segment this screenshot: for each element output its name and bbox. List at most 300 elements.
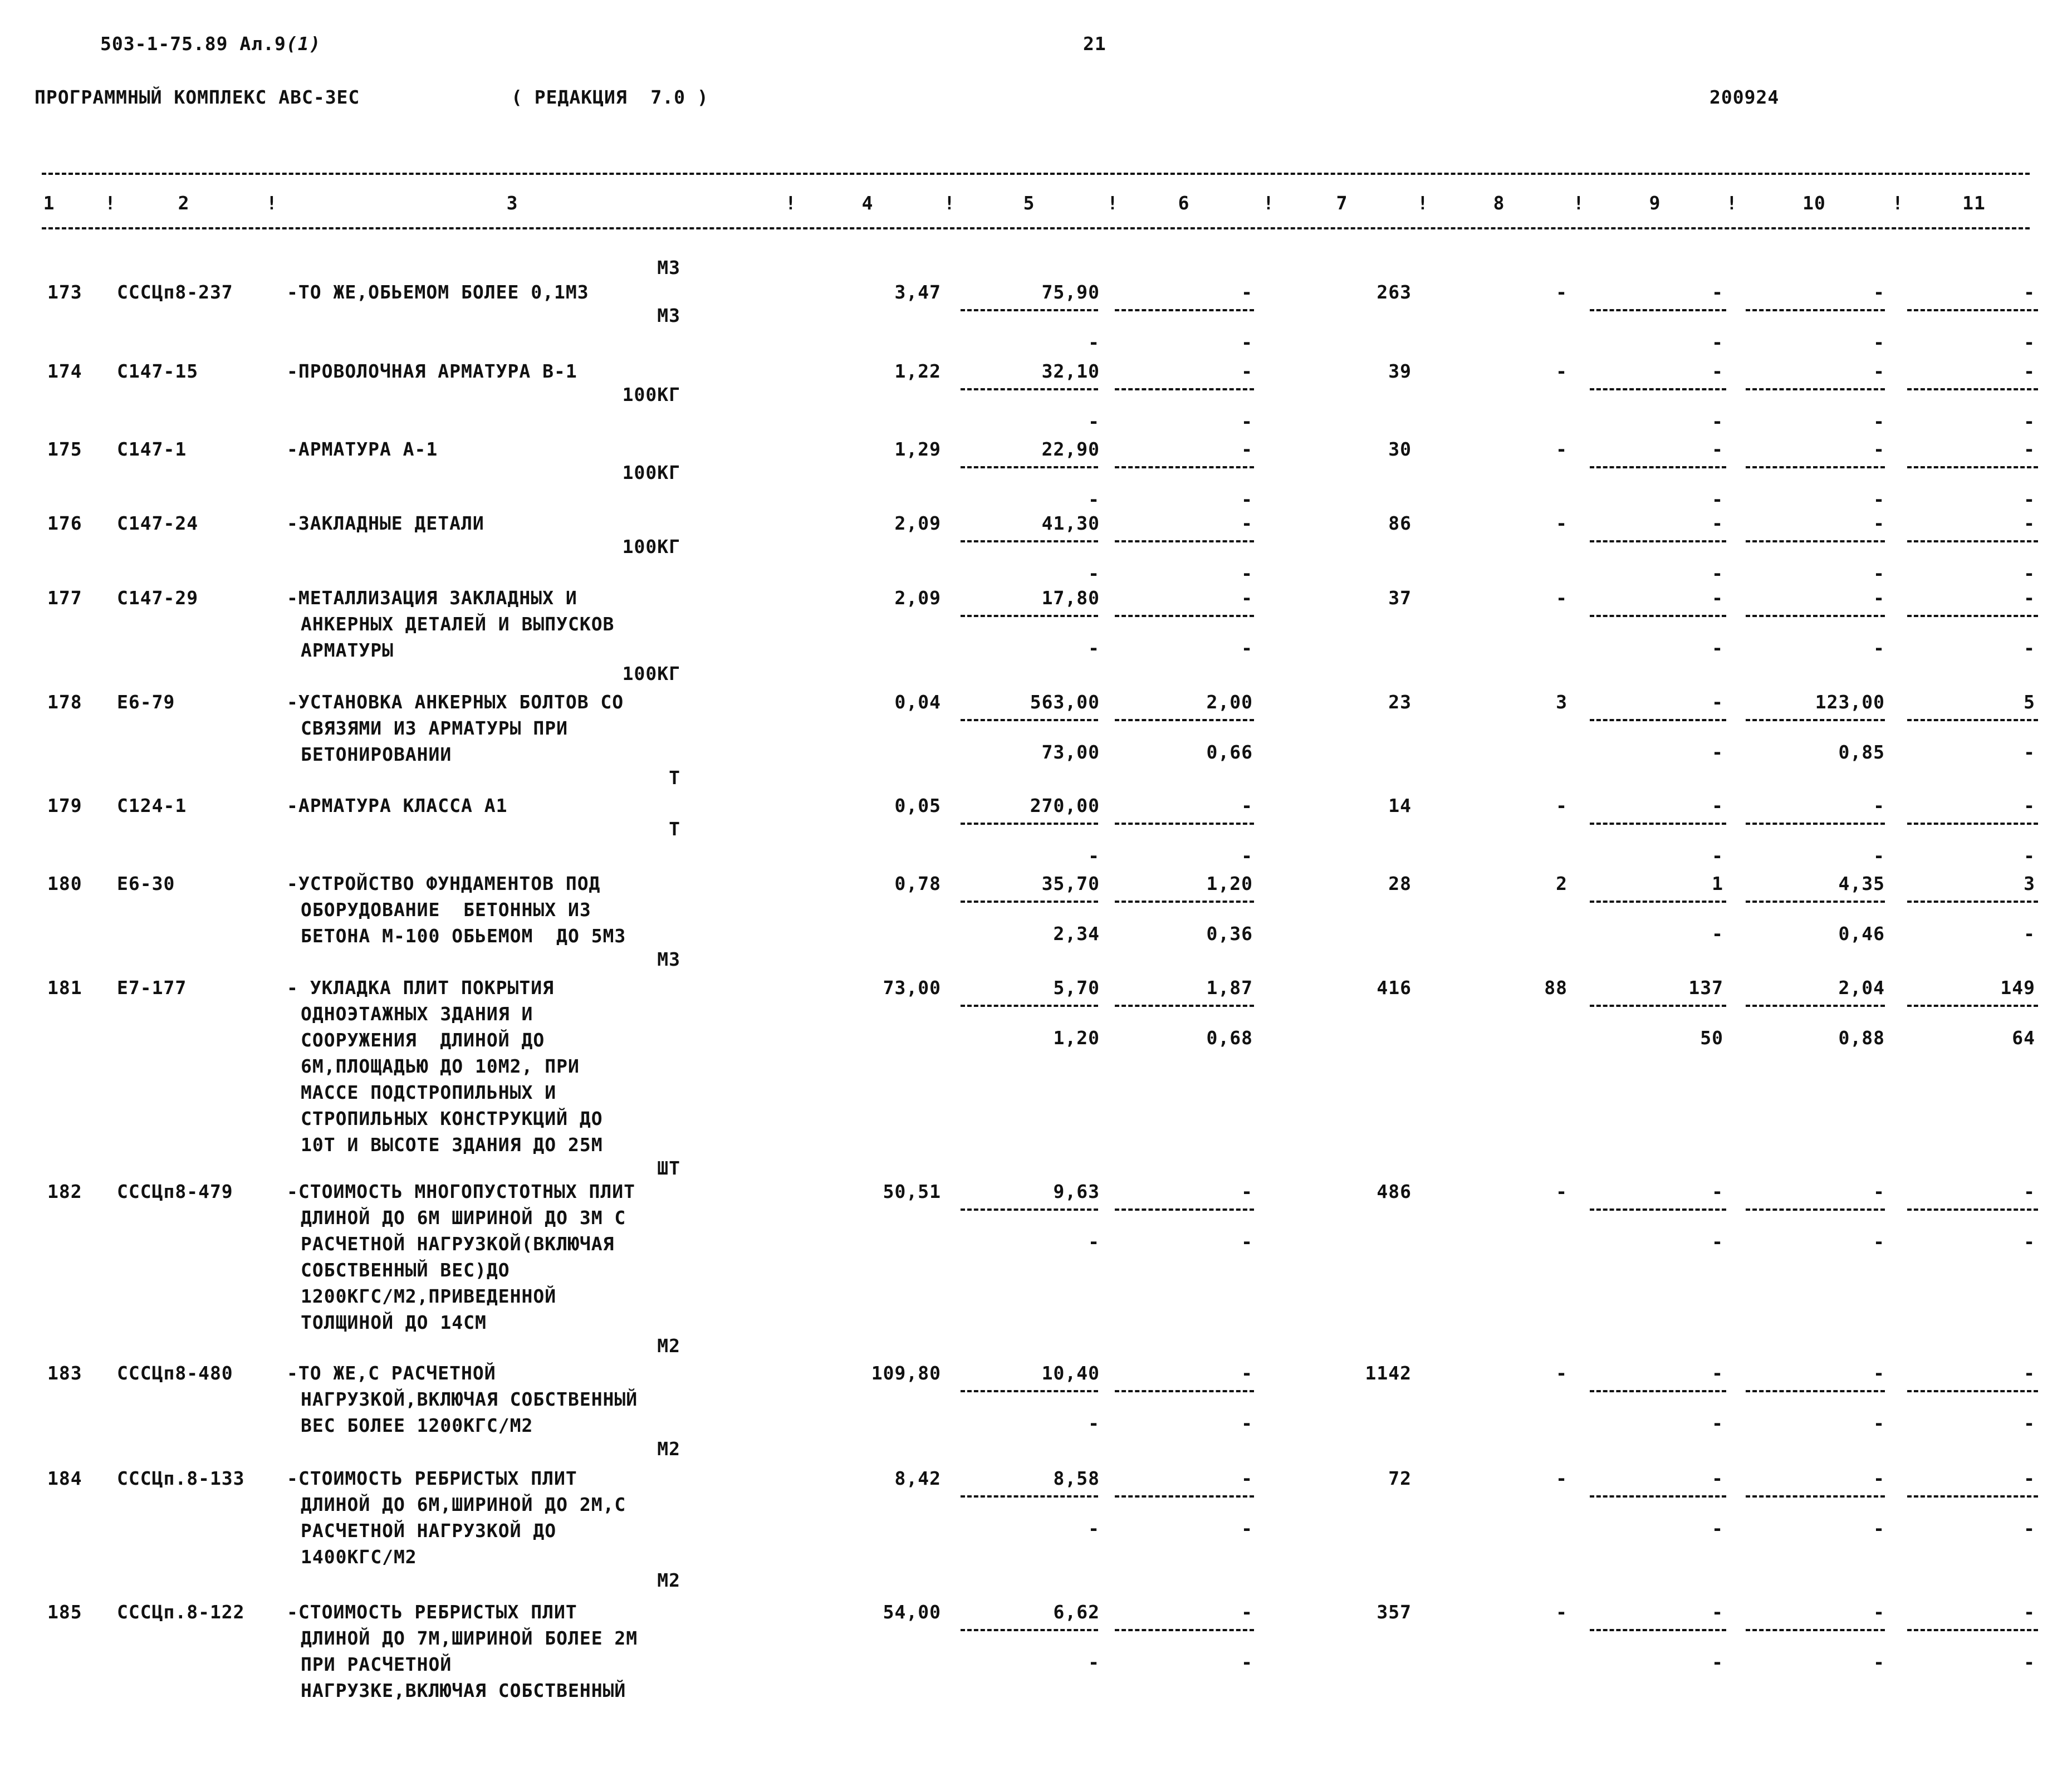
row-number: 181 — [47, 977, 82, 999]
row-col5-top: 41,30 — [1041, 512, 1100, 534]
row-description-line: -СТОИМОСТЬ МНОГОПУСТОТНЫХ ПЛИТ — [287, 1181, 636, 1202]
row-code: Е6-30 — [117, 873, 175, 894]
row-col8: - — [1556, 587, 1568, 609]
row-divider-line — [1907, 1629, 2038, 1631]
row-code: СССЦп8-480 — [117, 1362, 233, 1384]
row-col9-top: 1 — [1712, 873, 1723, 894]
row-divider-line — [1115, 615, 1254, 617]
row-col10-bottom: - — [1873, 410, 1885, 432]
row-col6-bottom: - — [1241, 1518, 1253, 1539]
row-col10-bottom: 0,88 — [1838, 1027, 1885, 1049]
row-divider-line — [1907, 309, 2038, 311]
row-divider-line — [1115, 1209, 1254, 1211]
row-number: 177 — [47, 587, 82, 609]
row-col5-top: 17,80 — [1041, 587, 1100, 609]
row-col9-top: - — [1712, 587, 1723, 609]
row-col10-top: - — [1873, 1467, 1885, 1489]
row-code: СССЦп.8-122 — [117, 1601, 245, 1623]
row-col5-top: 32,10 — [1041, 360, 1100, 382]
column-header-6: 6 — [1178, 192, 1190, 214]
row-col11-top: - — [2024, 281, 2035, 303]
row-col6-top: - — [1241, 438, 1253, 460]
column-separator: ! — [1726, 192, 1737, 214]
row-col10-bottom: - — [1873, 1412, 1885, 1434]
row-col5-bottom: - — [1088, 1231, 1100, 1253]
row-col6-top: 1,20 — [1206, 873, 1253, 894]
row-col6-top: - — [1241, 1181, 1253, 1202]
row-divider-line — [1590, 1209, 1726, 1211]
row-divider-line — [1746, 388, 1885, 390]
row-divider-line — [961, 615, 1098, 617]
row-col11-top: 5 — [2024, 691, 2035, 713]
row-divider-line — [1746, 615, 1885, 617]
row-description-line: 6М,ПЛОЩАДЬЮ ДО 10М2, ПРИ — [301, 1055, 580, 1077]
row-col11-bottom: 64 — [2012, 1027, 2035, 1049]
row-code: Е6-79 — [117, 691, 175, 713]
row-col9-bottom: - — [1712, 1412, 1723, 1434]
row-description-line: НАГРУЗКОЙ,ВКЛЮЧАЯ СОБСТВЕННЫЙ — [301, 1388, 638, 1410]
row-col6-top: - — [1241, 1601, 1253, 1623]
row-divider-line — [1746, 540, 1885, 542]
row-col6-top: 2,00 — [1206, 691, 1253, 713]
row-col8: - — [1556, 281, 1568, 303]
row-col6-bottom: - — [1241, 562, 1253, 584]
row-description-line: 10Т И ВЫСОТЕ ЗДАНИЯ ДО 25М — [301, 1134, 603, 1156]
row-col7: 486 — [1377, 1181, 1412, 1202]
row-col6-top: - — [1241, 587, 1253, 609]
column-header-3: 3 — [506, 192, 518, 214]
row-col9-top: - — [1712, 795, 1723, 816]
row-col11-bottom: - — [2024, 1231, 2035, 1253]
program-title: ПРОГРАММНЫЙ КОМПЛЕКС АВС-ЗЕС — [35, 86, 360, 108]
column-header-10: 10 — [1802, 192, 1826, 214]
row-quantity: 2,09 — [894, 512, 941, 534]
column-separator: ! — [266, 192, 277, 214]
row-col11-top: 149 — [2000, 977, 2035, 999]
row-col11-top: - — [2024, 438, 2035, 460]
row-col11-bottom: - — [2024, 410, 2035, 432]
header-top-rule — [42, 173, 2030, 175]
row-col8: - — [1556, 795, 1568, 816]
row-col8: - — [1556, 1362, 1568, 1384]
row-quantity: 50,51 — [883, 1181, 941, 1202]
row-col6-bottom: - — [1241, 637, 1253, 659]
row-divider-line — [1746, 466, 1885, 468]
row-divider-line — [961, 823, 1098, 825]
row-unit: Т — [669, 818, 680, 840]
column-separator: ! — [105, 192, 116, 214]
row-col10-top: - — [1873, 1362, 1885, 1384]
row-col5-top: 35,70 — [1041, 873, 1100, 894]
row-col7: 28 — [1388, 873, 1412, 894]
row-divider-line — [1746, 1629, 1885, 1631]
row-divider-line — [961, 309, 1098, 311]
row-col7: 39 — [1388, 360, 1412, 382]
row-unit: М3 — [657, 257, 680, 278]
row-quantity: 73,00 — [883, 977, 941, 999]
row-divider-line — [961, 540, 1098, 542]
row-col8: 88 — [1544, 977, 1568, 999]
row-col10-bottom: - — [1873, 331, 1885, 353]
column-header-2: 2 — [178, 192, 190, 214]
row-col9-top: - — [1712, 438, 1723, 460]
row-col5-bottom: - — [1088, 331, 1100, 353]
row-divider-line — [1746, 309, 1885, 311]
row-col9-top: - — [1712, 360, 1723, 382]
row-col9-bottom: - — [1712, 1231, 1723, 1253]
row-divider-line — [1746, 1390, 1885, 1392]
row-col11-top: - — [2024, 512, 2035, 534]
row-col9-top: - — [1712, 1181, 1723, 1202]
row-quantity: 1,29 — [894, 438, 941, 460]
row-divider-line — [1746, 901, 1885, 903]
row-unit: 100КГ — [622, 536, 680, 557]
row-unit: 100КГ — [622, 384, 680, 405]
row-description-line: ТОЛЩИНОЙ ДО 14СМ — [301, 1312, 487, 1333]
column-header-8: 8 — [1493, 192, 1505, 214]
row-col8: - — [1556, 1601, 1568, 1623]
row-divider-line — [1115, 540, 1254, 542]
row-col5-bottom: - — [1088, 488, 1100, 510]
header-bottom-rule — [42, 227, 2030, 229]
column-separator: ! — [1107, 192, 1118, 214]
row-description-line: -СТОИМОСТЬ РЕБРИСТЫХ ПЛИТ — [287, 1467, 577, 1489]
date-code: 200924 — [1709, 86, 1780, 108]
row-divider-line — [1590, 388, 1726, 390]
row-description-line: -МЕТАЛЛИЗАЦИЯ ЗАКЛАДНЫХ И — [287, 587, 577, 609]
row-description-line: ОДНОЭТАЖНЫХ ЗДАНИЯ И — [301, 1003, 533, 1025]
row-col10-bottom: - — [1873, 1651, 1885, 1673]
row-quantity: 54,00 — [883, 1601, 941, 1623]
row-col11-bottom: - — [2024, 637, 2035, 659]
row-col9-bottom: - — [1712, 637, 1723, 659]
row-description-line: СООРУЖЕНИЯ ДЛИНОЙ ДО — [301, 1029, 545, 1051]
row-col11-top: - — [2024, 1467, 2035, 1489]
row-divider-line — [1115, 901, 1254, 903]
row-col9-top: - — [1712, 281, 1723, 303]
row-col7: 86 — [1388, 512, 1412, 534]
row-description-line: ДЛИНОЙ ДО 6М,ШИРИНОЙ ДО 2М,С — [301, 1494, 626, 1515]
row-col10-top: - — [1873, 281, 1885, 303]
column-separator: ! — [785, 192, 796, 214]
row-description-line: РАСЧЕТНОЙ НАГРУЗКОЙ ДО — [301, 1520, 557, 1542]
row-col6-bottom: 0,68 — [1206, 1027, 1253, 1049]
row-description-line: ПРИ РАСЧЕТНОЙ — [301, 1653, 452, 1675]
row-divider-line — [961, 1495, 1098, 1498]
row-divider-line — [1590, 901, 1726, 903]
row-col7: 357 — [1377, 1601, 1412, 1623]
row-col11-bottom: - — [2024, 488, 2035, 510]
row-divider-line — [1590, 540, 1726, 542]
row-divider-line — [1907, 1005, 2038, 1007]
row-code: С147-29 — [117, 587, 199, 609]
row-col11-top: 3 — [2024, 873, 2035, 894]
row-col5-top: 10,40 — [1041, 1362, 1100, 1384]
row-col11-bottom: - — [2024, 923, 2035, 945]
row-col5-bottom: - — [1088, 562, 1100, 584]
row-col6-bottom: - — [1241, 1651, 1253, 1673]
row-col5-bottom: - — [1088, 845, 1100, 867]
row-col5-top: 75,90 — [1041, 281, 1100, 303]
row-col9-bottom: - — [1712, 488, 1723, 510]
row-col10-top: - — [1873, 1601, 1885, 1623]
row-col11-bottom: - — [2024, 562, 2035, 584]
row-col9-bottom: - — [1712, 562, 1723, 584]
row-divider-line — [961, 466, 1098, 468]
row-col6-bottom: - — [1241, 331, 1253, 353]
row-description-line: -ТО ЖЕ,ОБЬЕМОМ БОЛЕЕ 0,1М3 — [287, 281, 589, 303]
row-unit: М3 — [657, 305, 680, 326]
row-col7: 416 — [1377, 977, 1412, 999]
row-number: 175 — [47, 438, 82, 460]
row-divider-line — [1115, 719, 1254, 721]
row-col5-top: 8,58 — [1053, 1467, 1100, 1489]
row-unit: М2 — [657, 1569, 680, 1591]
row-description-line: -АРМАТУРА А-1 — [287, 438, 438, 460]
row-col9-bottom: - — [1712, 1518, 1723, 1539]
row-col10-bottom: - — [1873, 488, 1885, 510]
row-code: С147-15 — [117, 360, 199, 382]
row-code: СССЦп8-479 — [117, 1181, 233, 1202]
row-col11-top: - — [2024, 795, 2035, 816]
row-col5-top: 5,70 — [1053, 977, 1100, 999]
row-col9-top: - — [1712, 1601, 1723, 1623]
row-col6-top: - — [1241, 1362, 1253, 1384]
row-unit: М2 — [657, 1335, 680, 1357]
row-col10-top: - — [1873, 587, 1885, 609]
row-col8: - — [1556, 438, 1568, 460]
row-col6-bottom: - — [1241, 1231, 1253, 1253]
row-number: 183 — [47, 1362, 82, 1384]
row-description-line: 1400КГС/М2 — [301, 1546, 417, 1568]
row-col5-top: 6,62 — [1053, 1601, 1100, 1623]
row-divider-line — [961, 1390, 1098, 1392]
row-col9-bottom: - — [1712, 1651, 1723, 1673]
row-col8: 2 — [1556, 873, 1568, 894]
row-divider-line — [1907, 466, 2038, 468]
row-divider-line — [1746, 1209, 1885, 1211]
row-description-line: -УСТРОЙСТВО ФУНДАМЕНТОВ ПОД — [287, 873, 601, 894]
column-header-1: 1 — [43, 192, 55, 214]
row-col6-bottom: - — [1241, 488, 1253, 510]
document-part: (1) — [286, 33, 321, 55]
row-col11-top: - — [2024, 1181, 2035, 1202]
row-col6-top: - — [1241, 512, 1253, 534]
row-number: 174 — [47, 360, 82, 382]
row-col10-top: - — [1873, 512, 1885, 534]
row-col11-bottom: - — [2024, 1651, 2035, 1673]
row-description-line: ДЛИНОЙ ДО 6М ШИРИНОЙ ДО 3М С — [301, 1207, 626, 1229]
row-divider-line — [1115, 309, 1254, 311]
row-col5-bottom: 2,34 — [1053, 923, 1100, 945]
row-divider-line — [961, 1005, 1098, 1007]
row-divider-line — [961, 388, 1098, 390]
row-col11-bottom: - — [2024, 845, 2035, 867]
row-divider-line — [1590, 1629, 1726, 1631]
row-col8: - — [1556, 1467, 1568, 1489]
row-col10-top: - — [1873, 360, 1885, 382]
row-quantity: 0,05 — [894, 795, 941, 816]
row-quantity: 2,09 — [894, 587, 941, 609]
row-number: 178 — [47, 691, 82, 713]
row-unit: 100КГ — [622, 462, 680, 483]
row-divider-line — [1907, 1390, 2038, 1392]
row-code: С147-1 — [117, 438, 187, 460]
row-col5-bottom: - — [1088, 1412, 1100, 1434]
row-col9-bottom: - — [1712, 410, 1723, 432]
row-description-line: СТРОПИЛЬНЫХ КОНСТРУКЦИЙ ДО — [301, 1108, 603, 1129]
program-edition: ( РЕДАКЦИЯ 7.0 ) — [511, 86, 709, 108]
row-col10-bottom: - — [1873, 1231, 1885, 1253]
row-number: 173 — [47, 281, 82, 303]
row-col6-top: - — [1241, 360, 1253, 382]
row-description-line: РАСЧЕТНОЙ НАГРУЗКОЙ(ВКЛЮЧАЯ — [301, 1233, 615, 1255]
row-divider-line — [1590, 1495, 1726, 1498]
row-col8: - — [1556, 512, 1568, 534]
row-number: 176 — [47, 512, 82, 534]
row-unit: М2 — [657, 1438, 680, 1460]
row-col9-bottom: - — [1712, 741, 1723, 763]
row-divider-line — [1590, 1005, 1726, 1007]
row-description-line: АНКЕРНЫХ ДЕТАЛЕЙ И ВЫПУСКОВ — [301, 613, 615, 635]
row-divider-line — [1746, 1005, 1885, 1007]
row-unit: Т — [669, 767, 680, 789]
row-divider-line — [1590, 823, 1726, 825]
row-description-line: -УСТАНОВКА АНКЕРНЫХ БОЛТОВ СО — [287, 691, 624, 713]
row-description-line: НАГРУЗКЕ,ВКЛЮЧАЯ СОБСТВЕННЫЙ — [301, 1680, 626, 1701]
row-divider-line — [1907, 719, 2038, 721]
column-header-5: 5 — [1023, 192, 1035, 214]
row-divider-line — [1115, 1005, 1254, 1007]
row-description-line: 1200КГС/М2,ПРИВЕДЕННОЙ — [301, 1285, 557, 1307]
column-header-11: 11 — [1962, 192, 1986, 214]
row-divider-line — [1115, 1390, 1254, 1392]
column-header-7: 7 — [1336, 192, 1348, 214]
row-description-line: БЕТОНИРОВАНИИ — [301, 743, 452, 765]
row-col7: 263 — [1377, 281, 1412, 303]
row-number: 180 — [47, 873, 82, 894]
row-col7: 23 — [1388, 691, 1412, 713]
row-col5-bottom: - — [1088, 1518, 1100, 1539]
row-code: С124-1 — [117, 795, 187, 816]
row-divider-line — [1590, 1390, 1726, 1392]
row-col7: 72 — [1388, 1467, 1412, 1489]
row-col5-bottom: 1,20 — [1053, 1027, 1100, 1049]
row-description-line: СОБСТВЕННЫЙ ВЕС)ДО — [301, 1259, 510, 1281]
row-divider-line — [1590, 309, 1726, 311]
row-code: Е7-177 — [117, 977, 187, 999]
row-divider-line — [1746, 823, 1885, 825]
row-col5-top: 9,63 — [1053, 1181, 1100, 1202]
row-description-line: БЕТОНА М-100 ОБЬЕМОМ ДО 5М3 — [301, 925, 626, 947]
row-col8: - — [1556, 360, 1568, 382]
row-code: СССЦп8-237 — [117, 281, 233, 303]
row-col9-top: - — [1712, 512, 1723, 534]
row-divider-line — [1746, 1495, 1885, 1498]
row-divider-line — [1907, 615, 2038, 617]
row-col11-bottom: - — [2024, 1412, 2035, 1434]
row-divider-line — [1115, 823, 1254, 825]
column-header-4: 4 — [861, 192, 874, 214]
row-description-line: МАССЕ ПОДСТРОПИЛЬНЫХ И — [301, 1082, 557, 1103]
column-header-9: 9 — [1649, 192, 1661, 214]
row-number: 184 — [47, 1467, 82, 1489]
row-divider-line — [961, 901, 1098, 903]
row-col10-top: 4,35 — [1838, 873, 1885, 894]
row-quantity: 1,22 — [894, 360, 941, 382]
row-col6-bottom: - — [1241, 1412, 1253, 1434]
row-unit: 100КГ — [622, 663, 680, 684]
row-col7: 1142 — [1365, 1362, 1412, 1384]
row-col11-bottom: - — [2024, 741, 2035, 763]
column-separator: ! — [944, 192, 955, 214]
row-col8: - — [1556, 1181, 1568, 1202]
row-col9-bottom: 50 — [1700, 1027, 1723, 1049]
row-divider-line — [1590, 719, 1726, 721]
row-col11-top: - — [2024, 360, 2035, 382]
row-col11-bottom: - — [2024, 1518, 2035, 1539]
column-separator: ! — [1263, 192, 1274, 214]
row-col6-top: - — [1241, 795, 1253, 816]
row-description-line: -ТО ЖЕ,С РАСЧЕТНОЙ — [287, 1362, 496, 1384]
row-col8: 3 — [1556, 691, 1568, 713]
row-col10-bottom: - — [1873, 1518, 1885, 1539]
row-divider-line — [1907, 823, 2038, 825]
row-number: 179 — [47, 795, 82, 816]
row-col9-top: - — [1712, 691, 1723, 713]
row-col6-top: - — [1241, 1467, 1253, 1489]
row-col5-bottom: - — [1088, 637, 1100, 659]
row-description-line: -ПРОВОЛОЧНАЯ АРМАТУРА В-1 — [287, 360, 577, 382]
row-description-line: ОБОРУДОВАНИЕ БЕТОННЫХ ИЗ — [301, 899, 591, 921]
row-col6-top: 1,87 — [1206, 977, 1253, 999]
row-number: 185 — [47, 1601, 82, 1623]
row-col6-bottom: 0,66 — [1206, 741, 1253, 763]
row-col10-bottom: 0,46 — [1838, 923, 1885, 945]
column-separator: ! — [1892, 192, 1903, 214]
row-divider-line — [1590, 466, 1726, 468]
row-col6-bottom: - — [1241, 410, 1253, 432]
row-divider-line — [1115, 466, 1254, 468]
row-col5-bottom: - — [1088, 1651, 1100, 1673]
row-col7: 30 — [1388, 438, 1412, 460]
row-description-line: ДЛИНОЙ ДО 7М,ШИРИНОЙ БОЛЕЕ 2М — [301, 1627, 638, 1649]
row-description-line: СВЯЗЯМИ ИЗ АРМАТУРЫ ПРИ — [301, 717, 568, 739]
page-number: 21 — [1083, 33, 1106, 55]
row-unit: М3 — [657, 948, 680, 970]
row-quantity: 3,47 — [894, 281, 941, 303]
row-col11-top: - — [2024, 587, 2035, 609]
row-col10-top: 2,04 — [1838, 977, 1885, 999]
row-col6-top: - — [1241, 281, 1253, 303]
row-divider-line — [1115, 1629, 1254, 1631]
row-divider-line — [1115, 388, 1254, 390]
row-quantity: 109,80 — [871, 1362, 941, 1384]
row-col6-bottom: - — [1241, 845, 1253, 867]
row-col10-top: - — [1873, 1181, 1885, 1202]
row-col10-top: 123,00 — [1815, 691, 1885, 713]
row-divider-line — [1907, 901, 2038, 903]
row-col7: 14 — [1388, 795, 1412, 816]
row-col9-top: - — [1712, 1467, 1723, 1489]
row-quantity: 0,78 — [894, 873, 941, 894]
row-col9-bottom: - — [1712, 923, 1723, 945]
row-col10-top: - — [1873, 438, 1885, 460]
row-divider-line — [1590, 615, 1726, 617]
row-col9-top: - — [1712, 1362, 1723, 1384]
row-col10-bottom: - — [1873, 637, 1885, 659]
row-col9-bottom: - — [1712, 845, 1723, 867]
